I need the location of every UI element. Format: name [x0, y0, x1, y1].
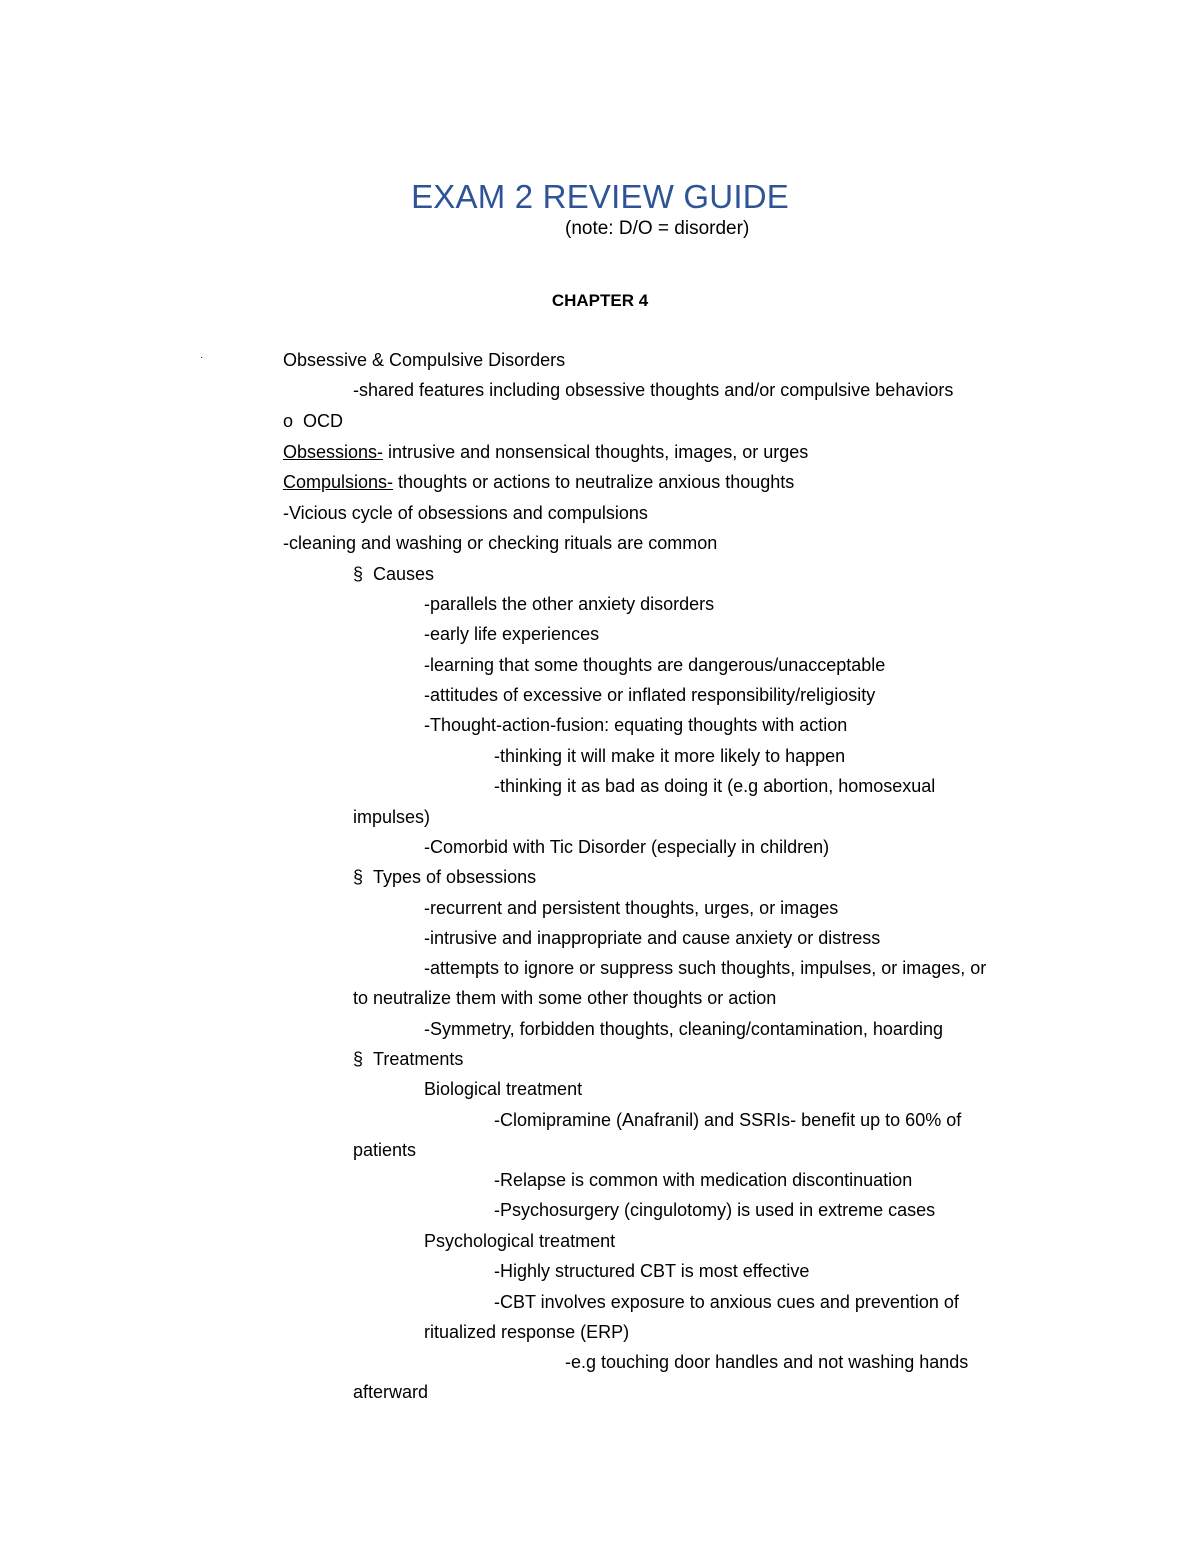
- bullet-text: OCD: [303, 411, 344, 431]
- definition-text: intrusive and nonsensical thoughts, images, or urges: [383, 442, 809, 462]
- text-line: -Thought-action-fusion: equating thoughts with action: [424, 715, 848, 735]
- text-line: ritualized response (ERP): [424, 1322, 630, 1342]
- definition-term: Compulsions-: [283, 472, 394, 492]
- definition-text: thoughts or actions to neutralize anxious thoughts: [393, 472, 795, 492]
- definition-line: [283, 470, 794, 494]
- bullet-text: Causes: [373, 564, 435, 584]
- definition-line: [283, 440, 808, 464]
- text-line: -Comorbid with Tic Disorder (especially in children): [424, 837, 830, 857]
- text-line: -attitudes of excessive or inflated responsibility/religiosity: [424, 685, 876, 705]
- text-line: -Relapse is common with medication discontinuation: [494, 1170, 913, 1190]
- text-line: -Psychosurgery (cingulotomy) is used in extreme cases: [494, 1200, 936, 1220]
- bullet-line: [353, 562, 434, 586]
- section-heading: Obsessive & Compulsive Disorders: [283, 350, 566, 370]
- text-line: -thinking it as bad as doing it (e.g abortion, homosexual: [494, 776, 936, 796]
- text-line: -intrusive and inappropriate and cause anxiety or distress: [424, 928, 881, 948]
- text-line: -recurrent and persistent thoughts, urges, or images: [424, 898, 839, 918]
- text-line: -thinking it will make it more likely to happen: [494, 746, 846, 766]
- subheading: Biological treatment: [424, 1079, 583, 1099]
- text-line: -cleaning and washing or checking rituals are common: [283, 533, 718, 553]
- text-line: -CBT involves exposure to anxious cues and prevention of: [494, 1292, 959, 1312]
- bullet-text: Treatments: [373, 1049, 464, 1069]
- section-bullet: §: [353, 867, 364, 887]
- text-line: afterward: [353, 1382, 429, 1402]
- text-line: -Symmetry, forbidden thoughts, cleaning/contamination, hoarding: [424, 1019, 943, 1039]
- text-line: -learning that some thoughts are dangerous/unacceptable: [424, 655, 886, 675]
- section-bullet: §: [353, 564, 364, 584]
- document-title: EXAM 2 REVIEW GUIDE: [411, 178, 789, 215]
- text-line: -Highly structured CBT is most effective: [494, 1261, 810, 1281]
- chapter-heading: CHAPTER 4: [551, 291, 649, 310]
- text-line: impulses): [353, 807, 431, 827]
- document-subtitle: (note: D/O = disorder): [565, 218, 750, 239]
- text-line: to neutralize them with some other thoughts or action: [353, 988, 777, 1008]
- bullet-line: [353, 1047, 463, 1071]
- text-line: -early life experiences: [424, 624, 600, 644]
- text-line: -e.g touching door handles and not washing hands: [565, 1352, 969, 1372]
- circle-bullet: o: [283, 411, 294, 431]
- text-line: -Clomipramine (Anafranil) and SSRIs- benefit up to 60% of: [494, 1110, 962, 1130]
- text-line: -shared features including obsessive thoughts and/or compulsive behaviors: [353, 380, 954, 400]
- text-line: -Vicious cycle of obsessions and compulsions: [283, 503, 648, 523]
- bullet-line: [283, 409, 343, 433]
- text-line: -parallels the other anxiety disorders: [424, 594, 715, 614]
- text-line: -attempts to ignore or suppress such thoughts, impulses, or images, or: [424, 958, 987, 978]
- stray-mark: ·: [200, 352, 204, 363]
- bullet-line: [353, 865, 536, 889]
- text-line: patients: [353, 1140, 417, 1160]
- section-bullet: §: [353, 1049, 364, 1069]
- definition-term: Obsessions-: [283, 442, 384, 462]
- subheading: Psychological treatment: [424, 1231, 616, 1251]
- bullet-text: Types of obsessions: [373, 867, 537, 887]
